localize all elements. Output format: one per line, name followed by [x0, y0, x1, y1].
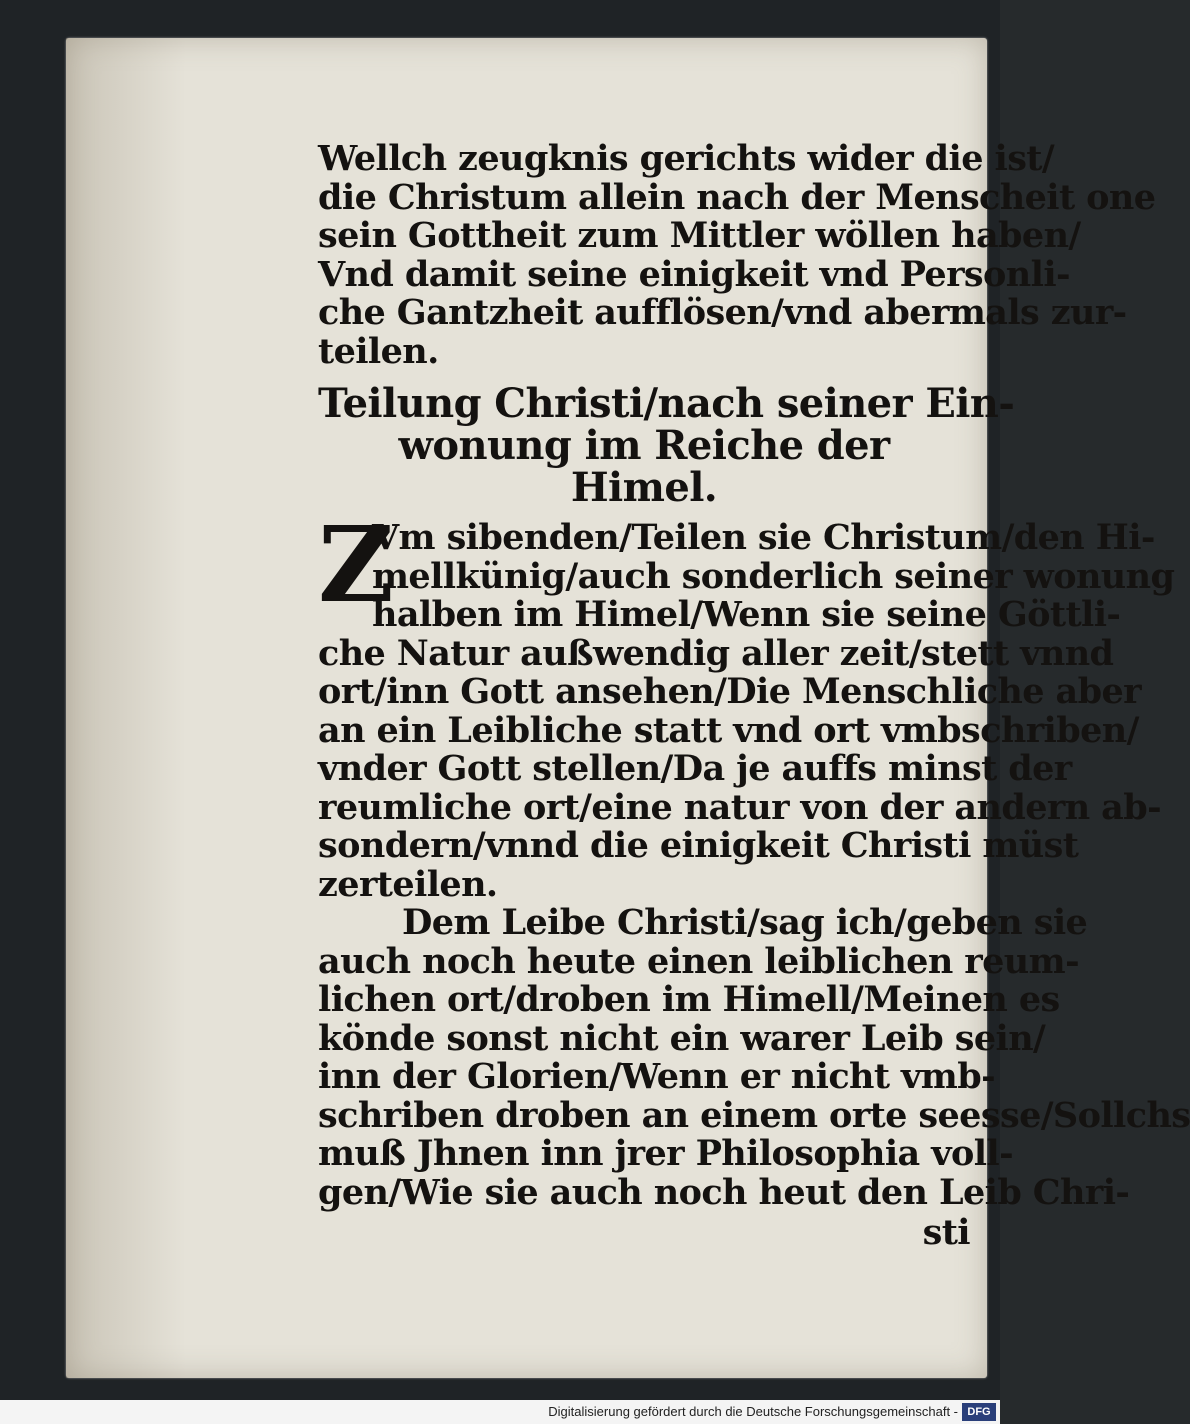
text-line: gen/Wie sie auch noch heut den Leib Chri- [318, 1171, 1130, 1213]
text-line: vnder Gott stellen/Da je auffs minst der [318, 748, 1072, 789]
text-line: zerteilen. [318, 863, 498, 905]
text-line: Wellch zeugknis gerichts wider die ist/ [318, 138, 1055, 179]
section-heading: Himel. [570, 464, 718, 511]
drop-cap: Z [318, 503, 394, 626]
text-line: teilen. [318, 330, 439, 372]
page-edge-shadow [66, 38, 186, 1378]
text-line: che Natur außwendig aller zeit/stett vnnd [318, 632, 1114, 674]
funding-notice: Digitalisierung gefördert durch die Deutsche Forschungsgemeinschaft - [548, 1404, 958, 1419]
text-line: an ein Leibliche statt vnd ort vmbschriben/ [318, 709, 1139, 751]
text-line: sondern/vnnd die einigkeit Christi müst [318, 825, 1079, 866]
text-line: reumliche ort/eine natur von der andern ab- [318, 786, 1162, 828]
text-line: Vnd damit seine einigkeit vnd Personli- [318, 253, 1070, 295]
text-line: inn der Glorien/Wenn er nicht vmb- [318, 1056, 996, 1097]
text-line: schriben droben an einem orte seesse/Sollchs [318, 1094, 1190, 1136]
page-text [318, 138, 1190, 1253]
dfg-logo: DFG [962, 1403, 996, 1421]
text-line: lichen ort/droben im Himell/Meinen es [318, 979, 1060, 1020]
text-line: halben im Himel/Wenn sie seine Göttli- [372, 594, 1121, 635]
text-line: che Gantzheit aufflösen/vnd abermals zur- [318, 292, 1127, 333]
text-line: muß Jhnen inn jrer Philosophia voll- [318, 1133, 1014, 1174]
text-line: könde sonst nicht ein warer Leib sein/ [318, 1017, 1046, 1059]
text-line: mellkünig/auch sonderlich seiner wonung [372, 555, 1175, 597]
paragraph [318, 503, 1175, 905]
catchword: sti [922, 1212, 970, 1253]
text-line: die Christum allein nach der Menscheit one [318, 176, 1156, 218]
text-line: ort/inn Gott ansehen/Die Menschliche aber [318, 671, 1141, 712]
section-heading: Teilung Christi/nach seiner Ein- [318, 380, 1015, 427]
text-line: Dem Leibe Christi/sag ich/geben sie [402, 902, 1088, 943]
text-line: auch noch heute einen leiblichen reum- [318, 940, 1079, 982]
footer-bar [0, 1400, 1000, 1424]
text-line: sein Gottheit zum Mittler wöllen haben/ [318, 215, 1081, 256]
text-line: Vm sibenden/Teilen sie Christum/den Hi- [372, 517, 1155, 558]
section-heading: wonung im Reiche der [398, 422, 890, 469]
